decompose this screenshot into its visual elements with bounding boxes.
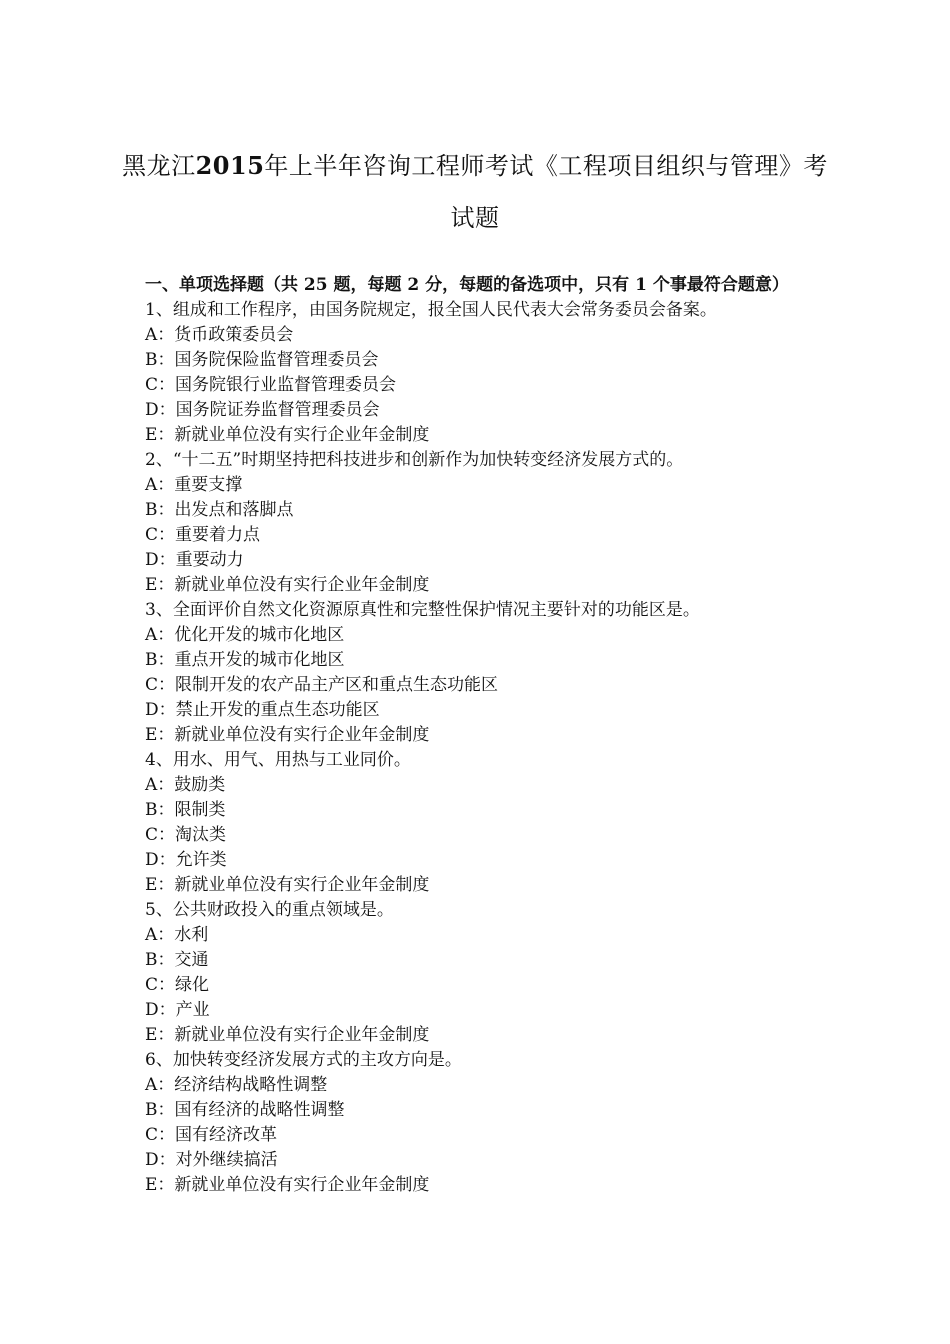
answer-option: C：淘汰类 bbox=[145, 825, 227, 845]
answer-option: E：新就业单位没有实行企业年金制度 bbox=[145, 725, 430, 745]
answer-option: E：新就业单位没有实行企业年金制度 bbox=[145, 575, 430, 595]
answer-option: B：国有经济的战略性调整 bbox=[145, 1100, 345, 1120]
answer-option: B：限制类 bbox=[145, 800, 226, 820]
answer-option: D：对外继续搞活 bbox=[145, 1150, 278, 1170]
answer-option: C：国有经济改革 bbox=[145, 1125, 278, 1145]
answer-option: B：交通 bbox=[145, 950, 209, 970]
question-block bbox=[145, 1048, 815, 1198]
answer-option: A：货币政策委员会 bbox=[145, 325, 294, 345]
question-stem: 6、加快转变经济发展方式的主攻方向是。 bbox=[145, 1050, 462, 1070]
question-block bbox=[145, 298, 815, 448]
question-block bbox=[145, 448, 815, 598]
title-part1: 黑龙江 bbox=[122, 152, 196, 180]
question-stem: 3、全面评价自然文化资源原真性和完整性保护情况主要针对的功能区是。 bbox=[145, 600, 700, 620]
question-stem: 1、组成和工作程序，由国务院规定，报全国人民代表大会常务委员会备案。 bbox=[145, 300, 717, 320]
question-block bbox=[145, 748, 815, 898]
answer-option: D：产业 bbox=[145, 1000, 210, 1020]
answer-option: D：允许类 bbox=[145, 850, 227, 870]
question-block bbox=[145, 598, 815, 748]
answer-option: D：国务院证券监督管理委员会 bbox=[145, 400, 380, 420]
document-body bbox=[145, 273, 815, 1198]
question-list bbox=[145, 298, 815, 1198]
answer-option: C：国务院银行业监督管理委员会 bbox=[145, 375, 397, 395]
question-stem: 2、“十二五”时期坚持把科技进步和创新作为加快转变经济发展方式的。 bbox=[145, 450, 684, 470]
answer-option: E：新就业单位没有实行企业年金制度 bbox=[145, 425, 430, 445]
answer-option: A：经济结构战略性调整 bbox=[145, 1075, 328, 1095]
answer-option: A：鼓励类 bbox=[145, 775, 226, 795]
title-part2: 年上半年咨询工程师考试《工程项目组织与管理》考试题 bbox=[264, 152, 828, 232]
answer-option: B：出发点和落脚点 bbox=[145, 500, 294, 520]
question-stem: 4、用水、用气、用热与工业同价。 bbox=[145, 750, 411, 770]
answer-option: E：新就业单位没有实行企业年金制度 bbox=[145, 875, 430, 895]
document-title bbox=[120, 140, 830, 244]
answer-option: E：新就业单位没有实行企业年金制度 bbox=[145, 1025, 430, 1045]
answer-option: A：优化开发的城市化地区 bbox=[145, 625, 345, 645]
answer-option: A：重要支撑 bbox=[145, 475, 243, 495]
answer-option: E：新就业单位没有实行企业年金制度 bbox=[145, 1175, 430, 1195]
answer-option: C：限制开发的农产品主产区和重点生态功能区 bbox=[145, 675, 499, 695]
answer-option: C：重要着力点 bbox=[145, 525, 261, 545]
answer-option: D：禁止开发的重点生态功能区 bbox=[145, 700, 380, 720]
answer-option: B：国务院保险监督管理委员会 bbox=[145, 350, 379, 370]
answer-option: A：水利 bbox=[145, 925, 209, 945]
question-block bbox=[145, 898, 815, 1048]
question-stem: 5、公共财政投入的重点领域是。 bbox=[145, 900, 394, 920]
answer-option: C：绿化 bbox=[145, 975, 210, 995]
answer-option: D：重要动力 bbox=[145, 550, 244, 570]
answer-option: B：重点开发的城市化地区 bbox=[145, 650, 345, 670]
section-heading: 一、单项选择题（共 25 题，每题 2 分，每题的备选项中，只有 1 个事最符合题意） bbox=[145, 275, 789, 295]
title-year: 2015 bbox=[195, 151, 265, 180]
